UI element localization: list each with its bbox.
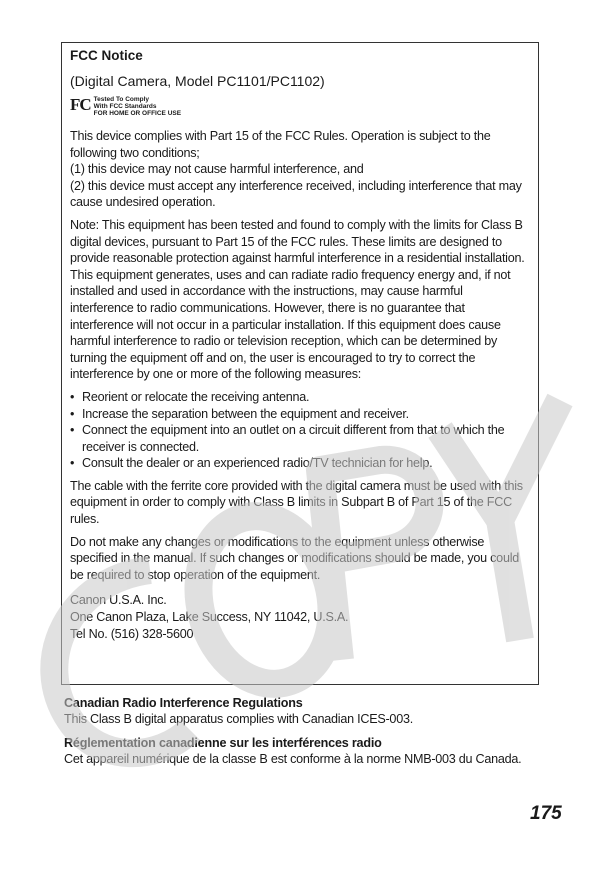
- fcc-notice-box: [61, 42, 539, 685]
- list-item: • Increase the separation between the equipment and receiver.: [70, 406, 409, 421]
- cable-paragraph: The cable with the ferrite core provided with the digital camera must be used with this equipment in order to comply with Class B limits in Subpart B of Part 15 of the FCC rules.: [70, 478, 523, 527]
- changes-paragraph: Do not make any changes or modifications to the equipment unless otherwise specified in the manual. If such changes or modifications should be made, you could be required to stop operation of the equipment.: [70, 534, 519, 582]
- notice-title: FCC Notice: [70, 48, 143, 63]
- compliance-paragraph: [70, 128, 528, 211]
- company-street: One Canon Plaza, Lake Success, NY 11042, U.S.A.: [70, 610, 349, 625]
- canada-fr-heading: Réglementation canadienne sur les interférences radio: [64, 736, 382, 750]
- fcc-logo-line1: Tested To Comply: [93, 96, 150, 103]
- list-item: • Reorient or relocate the receiving antenna.: [70, 389, 310, 404]
- company-address: [70, 592, 528, 642]
- fcc-logo-line2: With FCC Standards: [93, 103, 157, 110]
- company-phone: Tel No. (516) 328-5600: [70, 626, 194, 641]
- canada-en-text: This Class B digital apparatus complies with Canadian ICES-003.: [64, 712, 413, 726]
- compliance-condition-2: (2) this device must accept any interference received, including interference that may cause undesired operation.: [70, 178, 522, 210]
- compliance-condition-1: (1) this device may not cause harmful interference, and: [70, 162, 364, 177]
- fcc-mark: FC: [70, 95, 91, 114]
- canada-fr-text: Cet appareil numérique de la classe B est conforme à la norme NMB-003 du Canada.: [64, 752, 522, 766]
- list-item: • Connect the equipment into an outlet on a circuit different from that to which the receiver is connected.: [70, 423, 505, 454]
- list-item: • Consult the dealer or an experienced radio/TV technician for help.: [70, 456, 433, 471]
- fcc-logo-text: [94, 96, 181, 117]
- model-line: (Digital Camera, Model PC1101/PC1102): [70, 73, 325, 89]
- fcc-logo-line3: FOR HOME OR OFFICE USE: [93, 110, 182, 117]
- canadian-regulations: [64, 695, 544, 767]
- compliance-line: This device complies with Part 15 of the FCC Rules. Operation is subject to the following two conditions;: [70, 129, 491, 160]
- fcc-logo: [70, 96, 528, 120]
- measures-list: [70, 389, 528, 472]
- note-paragraph: Note: This equipment has been tested and found to comply with the limits for Class B digital devices, pursuant to Part 15 of the FCC rules. These limits are designed to provide reasonable protection against harmful interference in a residential installation. This equipment generates, uses and can radiate radio frequency energy and, if not installed and used in accordance with the instructions, may cause harmful interference to radio communications. However, there is no guarantee that interference will not occur in a particular installation. If this equipment does cause harmful interference to radio or television reception, which can be determined by turning the equipment off and on, the user is encouraged to try to correct the interference by one or more of the following measures:: [70, 217, 525, 382]
- canada-en-heading: Canadian Radio Interference Regulations: [64, 696, 303, 710]
- page-number: 175: [530, 803, 562, 824]
- company-name: Canon U.S.A. Inc.: [70, 593, 167, 608]
